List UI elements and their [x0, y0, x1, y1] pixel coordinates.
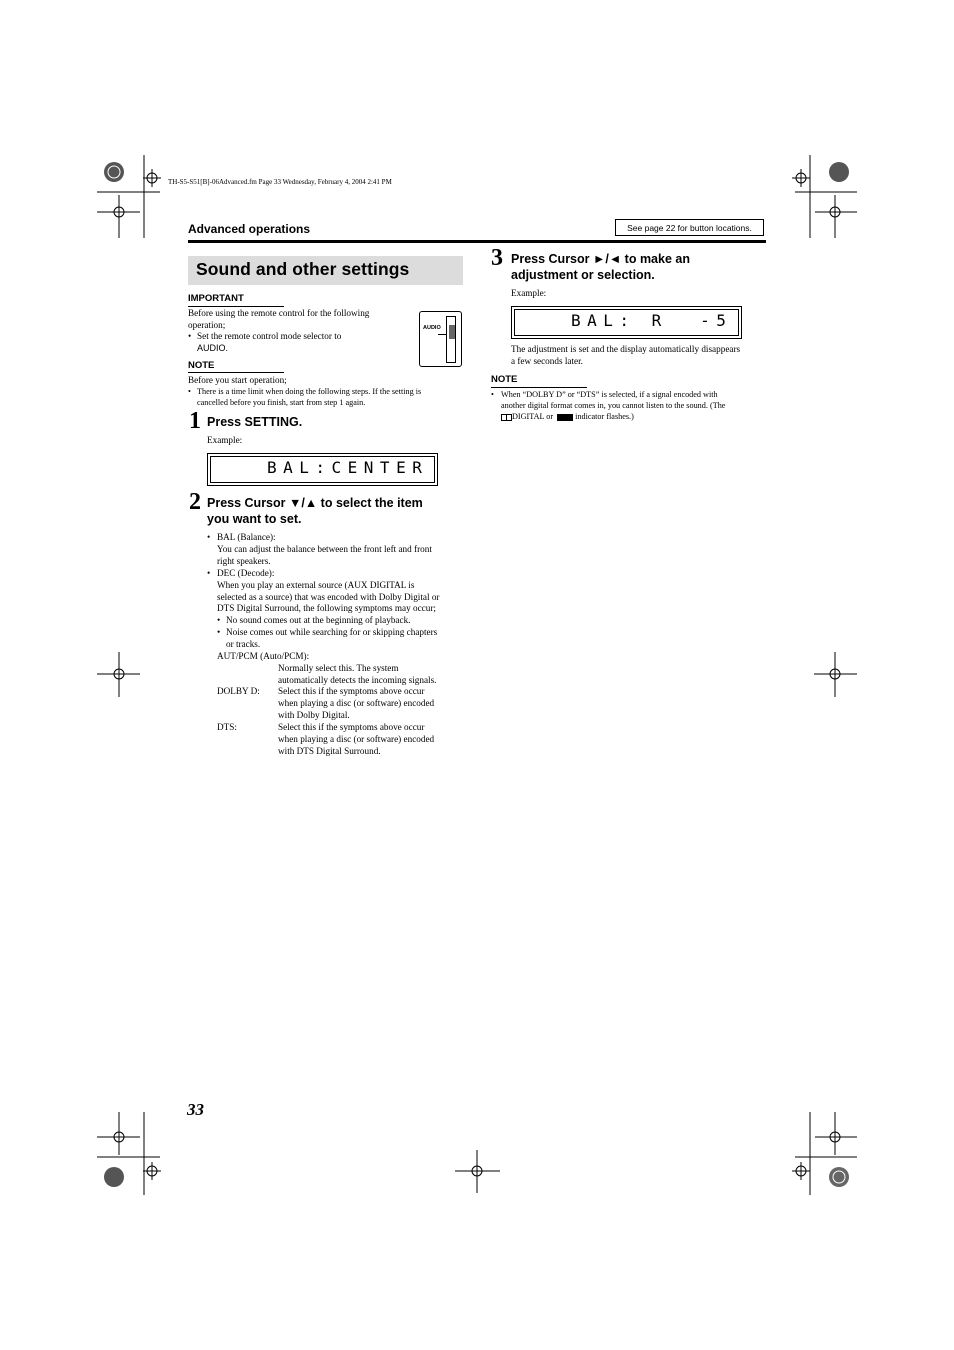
dolby-desc: Select this if the symptoms above occur when playing a disc (or software) encoded with Dolby Digital. [278, 686, 435, 720]
note-heading: NOTE [188, 360, 215, 371]
header-rule [188, 240, 766, 243]
step-3-instruction: Press Cursor ►/◄ to make an adjustment or selection. [511, 252, 690, 282]
dec-item: • DEC (Decode): When you play an external source (AUX DIGITAL is selected as a source) that was encoded with Dolby Digital or DTS Digital Surround, the following symptoms may occur; [207, 568, 440, 614]
note-2-underline [491, 387, 587, 388]
step-1-instruction: Press SETTING. [207, 415, 303, 429]
display-text: BAL:CENTER [267, 458, 429, 477]
aut-pcm-label: AUT/PCM (Auto/PCM): [217, 651, 310, 661]
note-underline [188, 372, 284, 373]
step-1-number: 1 [189, 408, 201, 434]
important-heading: IMPORTANT [188, 293, 244, 304]
step-2-instruction: Press Cursor ▼/▲ to select the item you want to set. [207, 496, 423, 526]
dts-label: DTS: [217, 722, 237, 732]
step-1-example-label: Example: [207, 435, 243, 445]
step-3-description: The adjustment is set and the display automatically disappears a few seconds later. [511, 344, 741, 366]
note-2-bullet: • When “DOLBY D” or “DTS” is selected, if a signal encoded with another digital format comes in, you cannot listen to the sound. (The DIGITAL or indicator flashes.) [491, 390, 726, 421]
note-bullet: • There is a time limit when doing the following steps. If the setting is cancelled before you finish, start from step 1 again. [188, 387, 422, 407]
dts-desc: Select this if the symptoms above occur when playing a disc (or software) encoded with DTS Digital Surround. [278, 722, 435, 756]
see-page-box: See page 22 for button locations. [615, 219, 764, 236]
note-text: Before you start operation; [188, 375, 287, 385]
step-2-number: 2 [189, 489, 201, 515]
page-number: 33 [187, 1100, 204, 1119]
section-title: Advanced operations [188, 222, 311, 236]
display-text: BAL: R -5 [571, 311, 733, 330]
step-3-example-label: Example: [511, 288, 547, 298]
file-header: TH-S5-S51[B]-06Advanced.fm Page 33 Wednesday, February 4, 2004 2:41 PM [168, 178, 392, 186]
dolby-logo-icon [501, 414, 512, 421]
bal-item: • BAL (Balance): You can adjust the balance between the front left and front right speakers. [207, 532, 432, 566]
display-bal-r-5 [511, 306, 742, 339]
symptom-list: • No sound comes out at the beginning of playback. • Noise comes out while searching for or skipping chapters or tracks. [217, 615, 438, 649]
important-underline [188, 306, 284, 307]
dolby-label: DOLBY D: [217, 686, 260, 696]
aut-pcm-desc: Normally select this. The system automatically detects the incoming signals. [278, 663, 437, 685]
mode-selector-illustration [419, 311, 462, 367]
dts-logo-icon [557, 414, 573, 421]
selector-label: AUDIO [423, 325, 441, 331]
display-bal-center [207, 453, 438, 486]
step-3-number: 3 [491, 245, 503, 271]
important-bullet: • Set the remote control mode selector to AUDIO. [188, 331, 342, 353]
important-text: Before using the remote control for the following operation; [188, 308, 370, 330]
page-title: Sound and other settings [196, 259, 410, 279]
note-2-heading: NOTE [491, 374, 518, 385]
